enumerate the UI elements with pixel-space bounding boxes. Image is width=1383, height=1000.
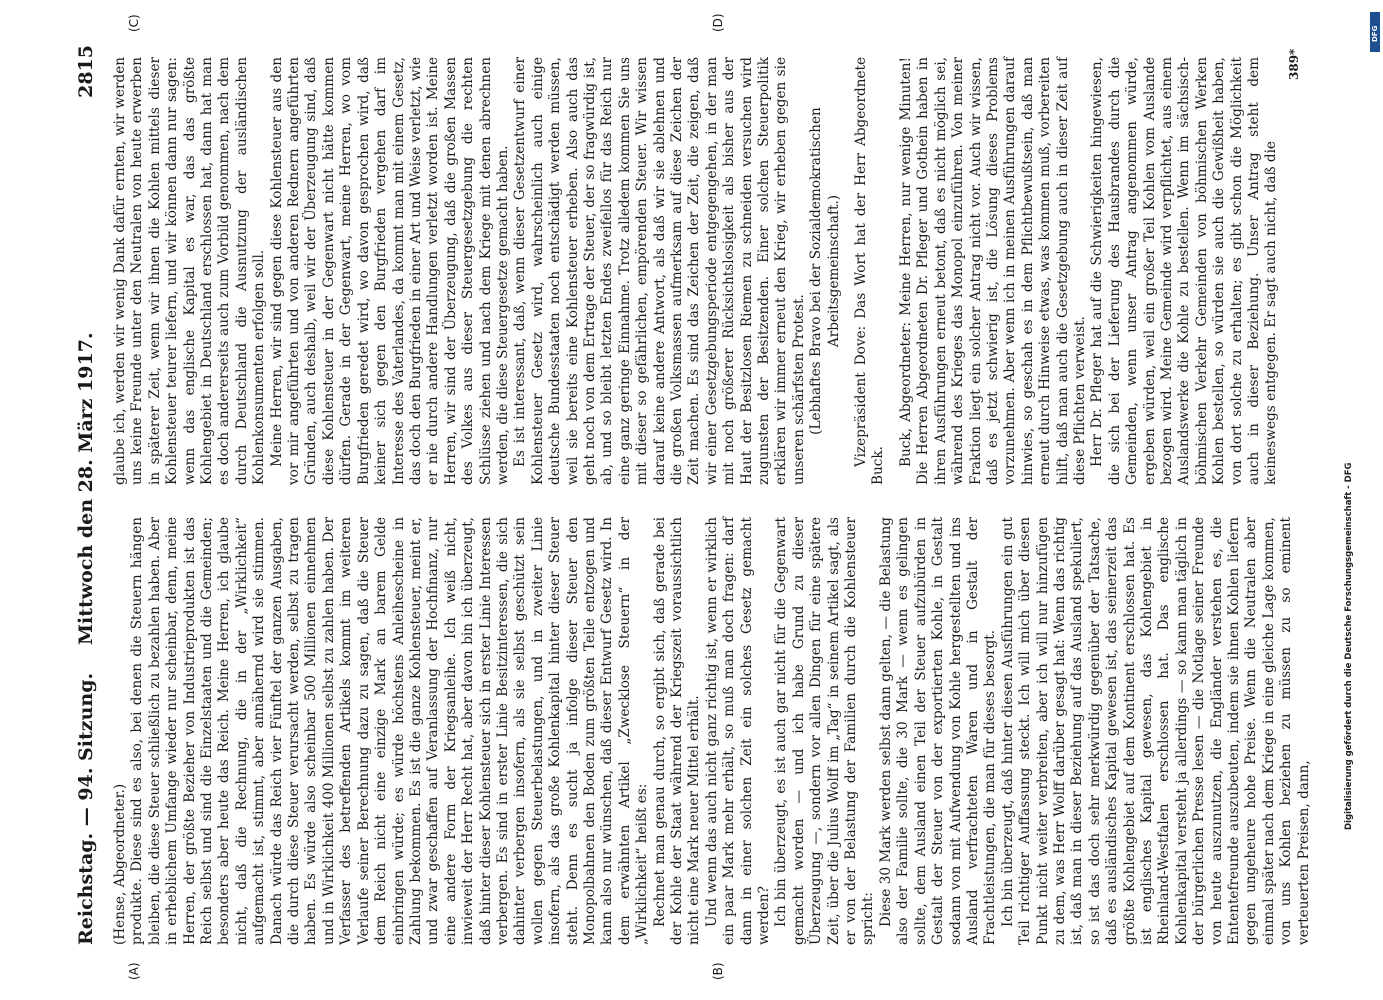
signature-mark: 389* [1287,48,1301,80]
paragraph: Meine Herren, wir sind gegen diese Kohlensteuer aus den vor mir angeführten und von anderen Rednern angeführten Gründen, auch deshalb, weil wir der Überzeugung sind, daß diese Kohlensteuer in der Gegenwart nicht hätte kommen dürfen. Gerade in der Gegenwart, meine Herren, wo vom Burgfrieden geredet wird, wo davon gesprochen wird, daß keiner sich gegen den Burgfrieden vergehen darf im Interesse des Vaterlandes, da kommt man mit einem Gesetz, das doch den Burgfrieden in einer Art und Weise verletzt, wie er nie durch andere Handlungen verletzt worden ist. Meine Herren, wir sind der Überzeugung, daß die großen Massen des Volkes aus dieser Steuergesetzgebung die rechten Schlüsse ziehen und nach dem Kriege mit denen abrechnen werden, die diese Steuergesetze gemacht haben. [268,57,511,485]
margin-marker-b: (B) [711,962,725,980]
margin-marker-a: (A) [127,962,141,980]
paragraph: Es ist interessant, daß, wenn dieser Gesetzentwurf einer Kohlensteuer Gesetz wird, wahrscheinlich auch einige deutsche Bundesstaaten noch entschädigt werden müssen, weil sie bereits eine Kohlensteuer erheben. Also auch das geht noch von dem Ertrage der Steuer, der so fragwürdig ist, ab, und so bleibt letzten Endes zweifellos für das Reich nur eine ganz geringe Einnahme. Trotz alledem kommen Sie uns mit dieser so gefährlichen, empörenden Steuer. Wir wissen darauf keine andere Antwort, als daß wir sie ablehnen und die großen Volksmassen aufmerksam auf diese Zeichen der Zeit machen. Es sind das Zeichen der Zeit, die zeigen, daß wir einer Gesetzgebungsperiode entgegengehen, in der man mit noch größerer Rücksichtslosigkeit als bisher aus der Haut der Besitzlosen Riemen zu schneiden versuchen wird zugunsten der Besitzenden. Einer solchen Steuerpolitik erklären wir immer erneut den Krieg, wir erheben gegen sie unseren schärfsten Protest. [512,57,807,485]
page-header [75,45,106,945]
president-announcement: Vizepräsident Dove: Das Wort hat der Herr Abgeordnete Buck. [853,57,887,485]
page-number: 2815 [75,45,97,98]
applause-note: (Lebhaftes Bravo bei der Sozialdemokratischen Arbeitsgemeinschaft.) [808,107,842,435]
header-parliament-session: Reichstag. — 94. Sitzung. [75,672,97,945]
right-column [112,57,1280,485]
left-column [112,517,1312,945]
paragraph: produkte. Diese sind es also, bei denen die Steuern hängen bleiben, die diese Steuer schließlich zu bezahlen haben. Aber in erheblichem Umfange wieder nur scheinbar, denn, meine Herren, der größte Bezieher von Industrieprodukten ist das Reich selbst und sind die Einzelstaaten und die Gemeinden; besonders aber heute das Reich. Meine Herren, ich glaube nicht, daß die Rechnung, die in der „Wirklichkeit“ aufgemacht ist, stimmt, aber annähernd wird sie stimmen. Danach würde das Reich vier Fünftel der ganzen Ausgaben, die durch diese Steuer verursacht werden, selbst zu tragen haben. Es würde also scheinbar 500 Millionen einnehmen und in Wirklichkeit 400 Millionen selbst zu zahlen haben. Der Verfasser des betreffenden Artikels kommt im weiteren Verlaufe seiner Berechnung dazu zu sagen, daß die Steuer dem Reich nicht eine einzige Mark an barem Gelde einbringen würde; es würde höchstens Anleihescheine in Zahlung bekommen. Es ist die ganze Kohlensteuer, meint er, und zwar geschaffen auf Veranlassung der Hochfinanz, nur eine andere Form der Kriegsanleihe. Ich weiß nicht, inwieweit der Herr Recht hat, aber davon bin ich überzeugt, daß hinter dieser Kohlensteuer sich in erster Linie Interessen verbergen. Es sind in erster Linie Besitzinteressen, die sich dahinter verbergen insofern, als sie selbst geschützt sein wollen gegen Steuerbelastungen, und in zweiter Linie insofern, als das große Kohlenkapital hinter dieser Steuer steht. Denn es sucht ja infolge dieser Steuer den Monopolbahnen den Boden zum größten Teile entzogen und kann also nur wünschen, daß dieser Entwurf Gesetz wird. In dem erwähnten Artikel „Zwecklose Steuern“ in der „Wirklichkeit“ heißt es: [129,517,651,945]
quote: Diese 30 Mark werden selbst dann gelten, — die Belastung also der Familie sollte, die 30 Mark — wenn es gelingen sollte, dem Ausland einen Teil der Steuer aufzubürden in Gestalt der Steuer von der exportierten Kohle, in Gestalt sodann von mit Aufwendung von Kohle hergestellten und ins Ausland verfrachteten Waren und in Gestalt der Frachtleistungen, die man für dieses besorgt. [877,517,999,945]
digitization-credit-text: Digitalisierung gefördert durch die Deutsche Forschungsgemeinschaft - DFG [1344,462,1354,830]
quote: Rechnet man genau durch, so ergibt sich, daß gerade bei der Kohle der Staat während der Kriegszeit voraussichtlich nicht eine Mark neuer Mittel erhält. [651,517,703,945]
document-page [50,0,1350,1000]
margin-marker-d: (D) [711,13,725,32]
paragraph: Und wenn das auch nicht ganz richtig ist, wenn er wirklich ein paar Mark mehr erhält, so muß man doch fragen: darf dann in einer solchen Zeit ein solches Gesetz gemacht werden? [703,517,773,945]
dfg-logo: DFG [1370,12,1380,52]
speaker-note: (Hense, Abgeordneter.) [112,783,128,945]
speech-buck: Buck, Abgeordneter: Meine Herren, nur wenige Minuten! Die Herren Abgeordneten Dr. Pfleger und Gothein haben in ihren Ausführungen erneut betont, daß es nicht möglich sei, während des Krieges das Monopol einzuführen. Von meiner Fraktion liegt ein solcher Antrag nicht vor. Auch wir wissen, daß es jetzt schwierig ist, die Lösung dieses Problems vorzunehmen. Aber wenn ich in meinen Ausführungen darauf hinwies, so geschah es in dem Pflichtbewußtsein, daß man erneut durch Hinweise etwas, was kommen muß, vorbereiten hilft, daß man auch die Gesetzgebung auch in dieser Zeit auf diese Pflichten verweist. [897,57,1088,485]
margin-marker-c: (C) [127,14,141,32]
paragraph: Herr Dr. Pfleger hat auf die Schwierigkeiten hingewiesen, die sich bei der Lieferung des Hausbrandes durch die Gemeinden, wenn unser Antrag angenommen würde, ergeben würden, weil ein großer Teil Kohlen vom Auslande bezogen wird. Meine Gemeinde wird verpflichtet, aus einem Auslandswerke die Kohle zu bestellen. Wenn im sächsisch-böhmischen Verkehr Gemeinden von böhmischen Werken Kohlen bestellen, so würden sie auch die Gewißheit haben, von dort solche zu erhalten; es gibt schon die Möglichkeit auch in dieser Beziehung. Unser Antrag steht dem keineswegs entgegen. Er sagt auch nicht, daß die [1089,57,1280,485]
header-date: Mittwoch den 28. März 1917. [75,332,97,645]
paragraph: Ich bin überzeugt, es ist auch gar nicht für die Gegenwart gemacht worden — und ich habe Grund zu dieser Überzeugung —, sondern vor allen Dingen für eine spätere Zeit, über die Julius Wolff im „Tag“ in seinem Artikel sagt, als er von der Belastung der Familien durch die Kohlensteuer spricht: [773,517,877,945]
paragraph: glaube ich, werden wir wenig Dank dafür ernten, wir werden uns keine Freunde unter den Neutralen von heute erwerben in späterer Zeit, wenn wir ihnen die Kohlen mittels dieser Kohlensteuer teurer liefern, und wir können dann nur sagen: wenn das englische Kapital es war, das das größte Kohlengebiet in Deutschland erschlossen hat, dann hat man es doch andererseits auch zum Vorbild genommen, nach dem durch Deutschland die Ausnutzung der ausländischen Kohlenkonsumenten erfolgen soll. [112,57,268,485]
paragraph: Ich bin überzeugt, daß hinter diesen Ausführungen ein gut Teil richtiger Auffassung steckt. Ich will mich über diesen Punkt nicht weiter verbreiten, aber ich will nur hinzufügen zu dem, was Herr Wolff darüber gesagt hat: Wenn das richtig ist, daß man in dieser Beziehung auf das Ausland spekuliert, so ist das doch sehr merkwürdig gegenüber der Tatsache, daß es ausländisches Kapital gewesen ist, das seinerzeit das größte Kohlengebiet auf dem Kontinent erschlossen hat. Es ist englisches Kapital gewesen, das Kohlengebiet in Rheinland-Westfalen erschlossen hat. Das englische Kohlenkapital versteht ja allerdings — so kann man täglich in der bürgerlichen Presse lesen — die Notlage seiner Freunde von heute auszunutzen, die Engländer verstehen es, die Ententefreunde auszubeuten, indem sie ihnen Kohlen liefern gegen ungeheure hohe Preise. Wenn die Neutralen aber einmal später nach dem Kriege in eine gleiche Lage kommen, von uns Kohlen beziehen zu müssen zu so eminent verteuerten Preisen, dann, [999,517,1312,945]
